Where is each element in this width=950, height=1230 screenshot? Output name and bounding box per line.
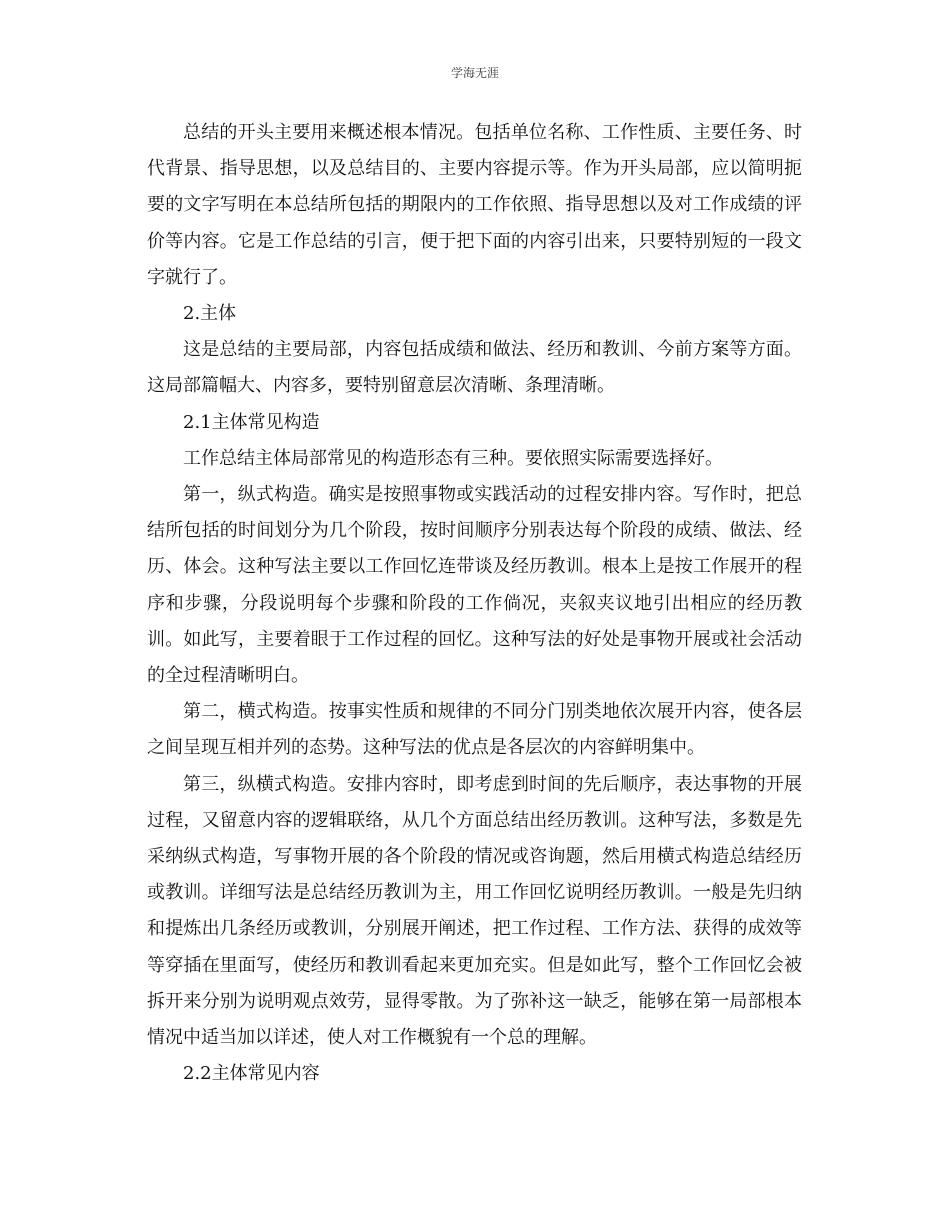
heading-main-body: 2.主体 bbox=[183, 303, 237, 325]
page-header: 学海无涯 bbox=[450, 66, 499, 80]
document-body bbox=[147, 115, 802, 1092]
paragraph-horizontal-structure: 第二，横式构造。按事实性质和规律的不同分门别类地依次展开内容，使各层之间呈现互相并列的态势。这种写法的优点是各层次的内容鲜明集中。 bbox=[147, 701, 802, 759]
paragraph-vertical-structure: 第一，纵式构造。确实是按照事物或实践活动的过程安排内容。写作时，把总结所包括的时间划分为几个阶段，按时间顺序分别表达每个阶段的成绩、做法、经历、体会。这种写法主要以工作回忆连带谈及经历教训。根本上是按工作展开的程序和步骤，分段说明每个步骤和阶段的工作倘况，夹叙夹议地引出相应的经历教训。如此写，主要着眼于工作过程的回忆。这种写法的好处是事物开展或社会活动的全过程清晰明白。 bbox=[147, 484, 802, 687]
paragraph-structure-intro: 工作总结主体局部常见的构造形态有三种。要依照实际需要选择好。 bbox=[183, 447, 723, 469]
paragraph-intro: 总结的开头主要用来概述根本情况。包括单位名称、工作性质、主要任务、时代背景、指导思想，以及总结目的、主要内容提示等。作为开头局部，应以简明扼要的文字写明在本总结所包括的期限内的工作依照、指导思想以及对工作成绩的评价等内容。它是工作总结的引言，便于把下面的内容引出来，只要特别短的一段文字就行了。 bbox=[147, 122, 802, 288]
heading-structure: 2.1主体常见构造 bbox=[183, 411, 320, 433]
heading-content: 2.2主体常见内容 bbox=[183, 1063, 320, 1085]
paragraph-combined-structure: 第三，纵横式构造。安排内容时，即考虑到时间的先后顺序，表达事物的开展过程，又留意内容的逻辑联络，从几个方面总结出经历教训。这种写法，多数是先采纳纵式构造，写事物开展的各个阶段的情况或咨询题，然后用横式构造总结经历或教训。详细写法是总结经历教训为主，用工作回忆说明经历教训。一般是先归纳和提炼出几条经历或教训，分别展开阐述，把工作过程、工作方法、获得的成效等等穿插在里面写，使经历和教训看起来更加充实。但是如此写，整个工作回忆会被拆开来分别为说明观点效劳，显得零散。为了弥补这一缺乏，能够在第一局部根本情况中适当加以详述，使人对工作概貌有一个总的理解。 bbox=[147, 773, 802, 1049]
paragraph-main-body: 这是总结的主要局部，内容包括成绩和做法、经历和教训、今前方案等方面。这局部篇幅大、内容多，要特别留意层次清晰、条理清晰。 bbox=[147, 339, 802, 397]
